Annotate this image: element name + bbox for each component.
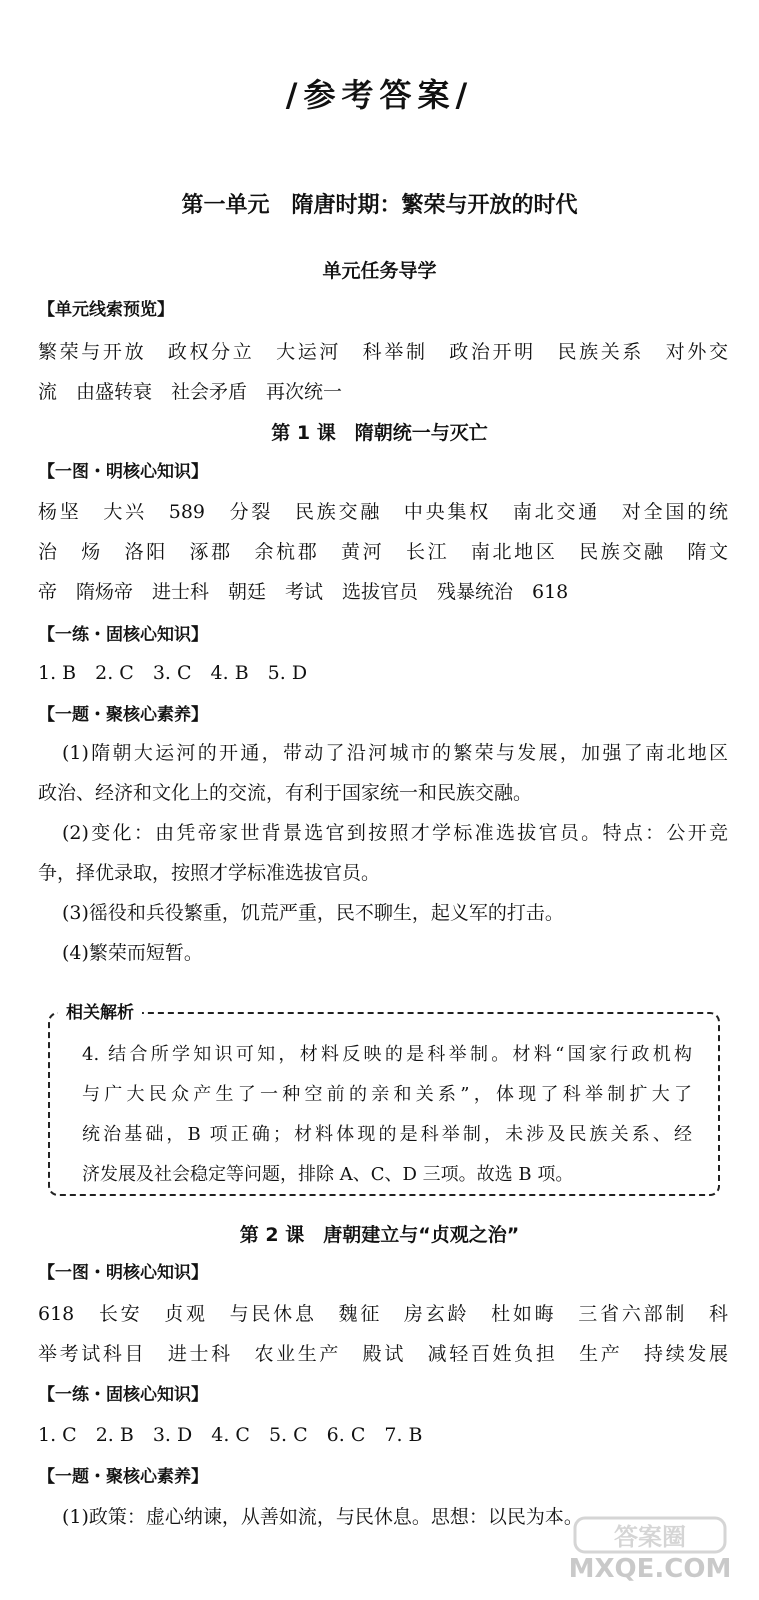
text-line: 举考试科目 进士科 农业生产 殿试 减轻百姓负担 生产 持续发展 [38,1343,728,1365]
text-line: (3)徭役和兵役繁重，饥荒严重，民不聊生，起义军的打击。 [62,902,564,924]
section-heading: 【一图・明核心知识】 [38,1263,208,1283]
section-heading: 【一题・聚核心素养】 [38,705,208,725]
watermark-logo-icon [555,1516,745,1556]
text-line: (4)繁荣而短暂。 [62,942,203,964]
text-line: 争，择优录取，按照才学标准选拔官员。 [38,862,381,884]
unit-guide-title: 单元任务导学 [322,260,437,282]
analysis-line: 济发展及社会稳定等问题，排除 A、C、D 三项。故选 B 项。 [82,1164,574,1185]
text-line: 繁荣与开放 政权分立 大运河 科举制 政治开明 民族关系 对外交 [38,341,728,363]
section-heading: 【单元线索预览】 [38,300,174,320]
text-line: (1)政策：虚心纳谏，从善如流，与民休息。思想：以民为本。 [62,1506,583,1528]
text-line: 治 炀 洛阳 涿郡 余杭郡 黄河 长江 南北地区 民族交融 隋文 [38,541,728,563]
analysis-line: 统治基础，B 项正确；材料体现的是科举制，未涉及民族关系、经 [82,1124,692,1145]
unit-title: 第一单元 隋唐时期：繁荣与开放的时代 [181,193,578,218]
text-line: 618 长安 贞观 与民休息 魏征 房玄龄 杜如晦 三省六部制 科 [38,1303,728,1325]
analysis-line: 4. 结合所学知识可知，材料反映的是科举制。材料“国家行政机构 [82,1044,692,1065]
text-line: 杨坚 大兴 589 分裂 民族交融 中央集权 南北交通 对全国的统 [38,501,728,523]
watermark [555,1516,745,1592]
section-heading: 【一图・明核心知识】 [38,462,208,482]
watermark-text: MXQE.COM [568,1554,732,1584]
text-line: 帝 隋炀帝 进士科 朝廷 考试 选拔官员 残暴统治 618 [38,581,569,603]
section-heading: 【一练・固核心知识】 [38,625,208,645]
text-line: 政治、经济和文化上的交流，有利于国家统一和民族交融。 [38,782,533,804]
page-title: /参考答案/ [285,76,474,114]
lesson-1-title: 第 1 课 隋朝统一与灭亡 [271,422,488,444]
lesson-2-title: 第 2 课 唐朝建立与“贞观之治” [239,1224,520,1246]
text-line: (2)变化：由凭帝家世背景选官到按照才学标准选拔官员。特点：公开竞 [62,822,728,844]
text-line: 流 由盛转衰 社会矛盾 再次统一 [38,381,343,403]
section-heading: 【一练・固核心知识】 [38,1385,208,1405]
analysis-title: 相关解析 [58,998,142,1023]
answer-line: 1. B 2. C 3. C 4. B 5. D [38,662,308,684]
analysis-line: 与广大民众产生了一种空前的亲和关系”，体现了科举制扩大了 [82,1084,692,1105]
section-heading: 【一题・聚核心素养】 [38,1467,208,1487]
text-line: (1)隋朝大运河的开通，带动了沿河城市的繁荣与发展，加强了南北地区 [62,742,728,764]
watermark-logo-text: 答案圈 [614,1523,686,1551]
answer-line: 1. C 2. B 3. D 4. C 5. C 6. C 7. B [38,1424,423,1446]
